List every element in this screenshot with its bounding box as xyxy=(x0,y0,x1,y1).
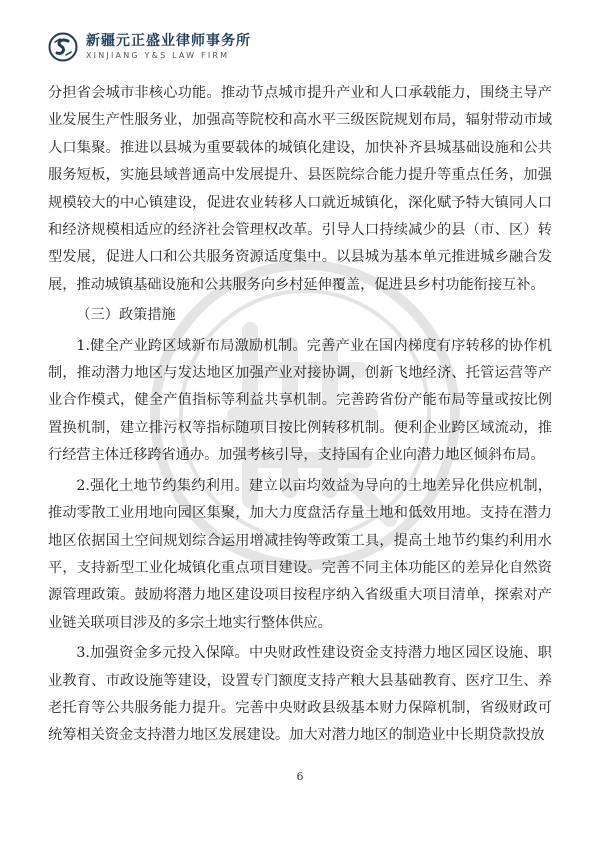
document-body xyxy=(48,80,552,750)
section-heading: （三）政策措施 xyxy=(76,307,176,324)
firm-name-cn: 新疆元正盛业律师事务所 xyxy=(86,33,251,49)
firm-name-en: XINJIANG Y&S LAW FIRM xyxy=(86,51,230,60)
firm-logo-icon xyxy=(48,32,78,62)
measure-3-paragraph: 3.加强资金多元投入保障。中央财政性建设资金支持潜力地区园区设施、职业教育、市政设施等建设，设置专门额度支持产粮大县基础教育、医疗卫生、养老托育等公共服务能力提升。完善中央财政县级基本财力保障机制，省级财政可统筹相关资金支持潜力地区发展建设。加大对潜力地区的制造业中长期贷款投放 xyxy=(48,645,552,744)
intro-paragraph: 分担省会城市非核心功能。推动节点城市提升产业和人口承载能力，围绕主导产业发展生产性服务业，加强高等院校和高水平三级医院规划布局，辐射带动市域人口集聚。推进以县城为重要载体的城镇化建设，加快补齐县城基础设施和公共服务短板，实施县域普通高中发展提升、县医院综合能力提升等重点任务，加强规模较大的中心镇建设，促进农业转移人口就近城镇化，深化赋予特大镇同人口和经济规模相适应的经济社会管理权改革。引导人口持续减少的县（市、区）转型发展，促进人口和公共服务资源适度集中。以县城为基本单元推进城乡融合发展，推动城镇基础设施和公共服务向乡村延伸覆盖，促进县乡村功能衔接互补。 xyxy=(48,85,552,293)
measure-2-paragraph: 2.强化土地节约集约利用。建立以亩均效益为导向的土地差异化供应机制，推动零散工业用地向园区集聚，加大力度盘活存量土地和低效用地。支持在潜力地区依据国土空间规划综合运用增减挂钩等政策工具，提高土地节约集约利用水平，支持新型工业化城镇化重点项目建设。完善不同主体功能区的差异化自然资源管理政策。鼓励将潜力地区建设项目按程序纳入省级重大项目清单，探索对产业链关联项目涉及的多宗土地实行整体供应。 xyxy=(48,477,552,631)
measure-1-paragraph: 1.健全产业跨区域新布局激励机制。完善产业在国内梯度有序转移的协作机制，推动潜力地区与发达地区加强产业对接协调，创新飞地经济、托管运营等产业合作模式，健全产值指标等利益共享机制。完善跨省份产能布局等量或按比例置换机制，建立排污权等指标随项目按比例转移机制。便利企业跨区域流动，推行经营主体迁移跨省通办。加强考核引导，支持国有企业向潜力地区倾斜布局。 xyxy=(48,337,552,464)
firm-name xyxy=(86,34,251,60)
document-header xyxy=(48,30,251,64)
page-number: 6 xyxy=(296,770,304,783)
